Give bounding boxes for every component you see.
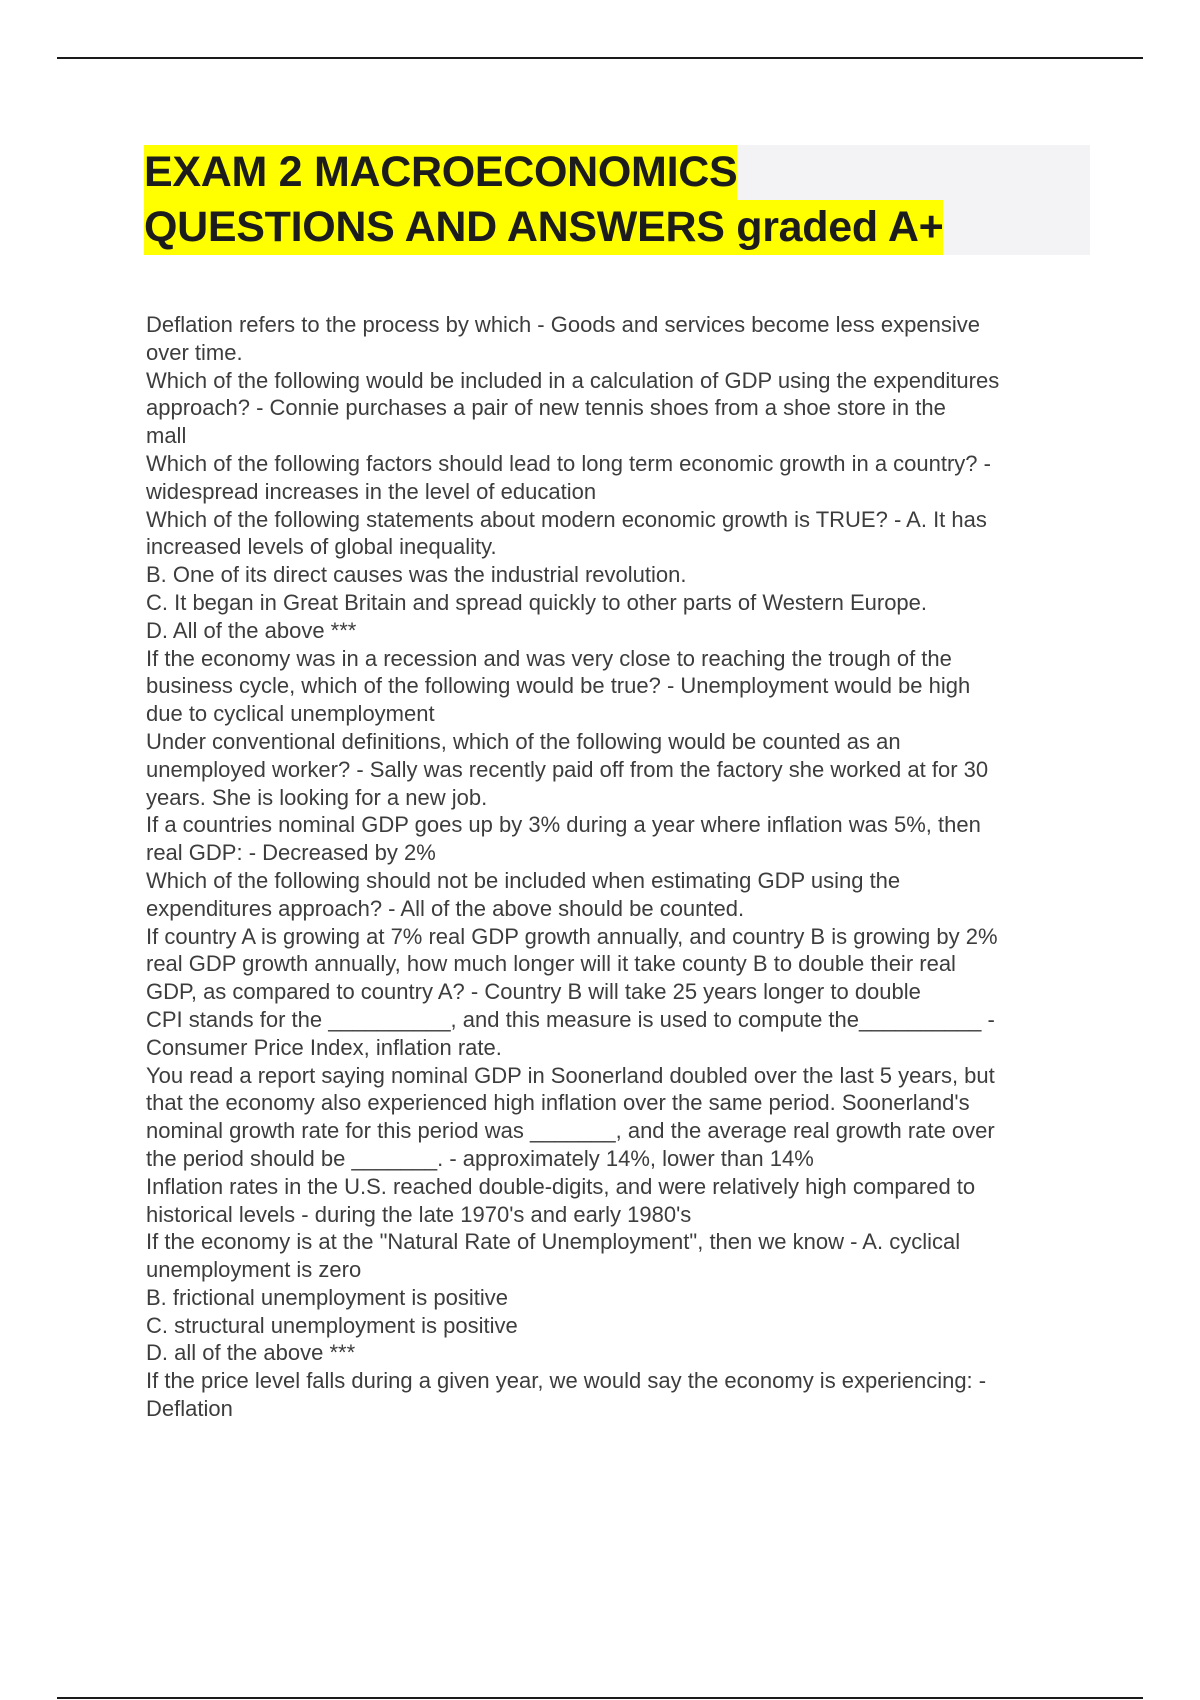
body-line: Deflation refers to the process by which - Goods and services become less expensive xyxy=(146,312,980,337)
body-line: If the economy was in a recession and was very close to reaching the trough of the xyxy=(146,645,952,671)
body-line: Which of the following would be included in a calculation of GDP using the expenditures xyxy=(146,367,1000,393)
body-line: If the price level falls during a given year, we would say the economy is experiencing: - xyxy=(146,1368,987,1394)
title-line-1: EXAM 2 MACROECONOMICS xyxy=(144,145,737,200)
body-line: real GDP growth annually, how much longer will it take county B to double their real xyxy=(146,951,956,977)
body-line: business cycle, which of the following would be true? - Unemployment would be high xyxy=(146,673,971,699)
body-line: D. All of the above *** xyxy=(146,617,357,643)
body-line: approach? - Connie purchases a pair of new tennis shoes from a shoe store in the xyxy=(146,395,946,421)
body-line: Inflation rates in the U.S. reached double-digits, and were relatively high compared to xyxy=(146,1173,976,1199)
body-line: years. She is looking for a new job. xyxy=(146,784,488,810)
document-title xyxy=(144,145,1090,255)
body-line: the period should be _______. - approximately 14%, lower than 14% xyxy=(146,1145,814,1171)
body-line: D. all of the above *** xyxy=(146,1340,356,1366)
body-line: C. structural unemployment is positive xyxy=(146,1312,518,1338)
body-line: increased levels of global inequality. xyxy=(146,534,497,560)
body-line: unemployed worker? - Sally was recently paid off from the factory she worked at for 30 xyxy=(146,756,989,782)
body-line: You read a report saying nominal GDP in Soonerland doubled over the last 5 years, but xyxy=(146,1062,995,1088)
body-line: Which of the following factors should lead to long term economic growth in a country? - xyxy=(146,450,991,476)
body-line: GDP, as compared to country A? - Country B will take 25 years longer to double xyxy=(146,979,921,1005)
qa-body xyxy=(146,311,1092,1423)
body-line: Deflation xyxy=(146,1396,233,1422)
body-line: that the economy also experienced high inflation over the same period. Soonerland's xyxy=(146,1090,970,1116)
body-line: mall xyxy=(146,423,187,449)
body-line: real GDP: - Decreased by 2% xyxy=(146,840,436,866)
body-line: Under conventional definitions, which of the following would be counted as an xyxy=(146,728,901,754)
body-line: unemployment is zero xyxy=(146,1257,362,1283)
body-line: If country A is growing at 7% real GDP growth annually, and country B is growing by 2% xyxy=(146,923,998,949)
body-line: expenditures approach? - All of the above should be counted. xyxy=(146,895,745,921)
body-line: B. One of its direct causes was the industrial revolution. xyxy=(146,562,687,588)
top-rule xyxy=(57,57,1143,59)
body-line: C. It began in Great Britain and spread quickly to other parts of Western Europe. xyxy=(146,589,928,615)
body-line: If the economy is at the "Natural Rate of Unemployment", then we know - A. cyclical xyxy=(146,1229,961,1255)
body-line: historical levels - during the late 1970's and early 1980's xyxy=(146,1201,692,1227)
bottom-rule xyxy=(57,1697,1143,1699)
body-line: Which of the following statements about modern economic growth is TRUE? - A. It has xyxy=(146,506,987,532)
body-line: Consumer Price Index, inflation rate. xyxy=(146,1034,502,1060)
body-line: If a countries nominal GDP goes up by 3% during a year where inflation was 5%, then xyxy=(146,812,981,838)
body-line: Which of the following should not be included when estimating GDP using the xyxy=(146,867,901,893)
body-line: nominal growth rate for this period was _______, and the average real growth rate over xyxy=(146,1118,995,1144)
body-line: B. frictional unemployment is positive xyxy=(146,1284,508,1310)
body-line: due to cyclical unemployment xyxy=(146,701,435,727)
title-line-2: QUESTIONS AND ANSWERS graded A+ xyxy=(144,200,943,255)
body-line: over time. xyxy=(146,339,243,365)
body-line: CPI stands for the __________, and this measure is used to compute the__________ - xyxy=(146,1006,995,1032)
body-line: widespread increases in the level of education xyxy=(146,478,597,504)
